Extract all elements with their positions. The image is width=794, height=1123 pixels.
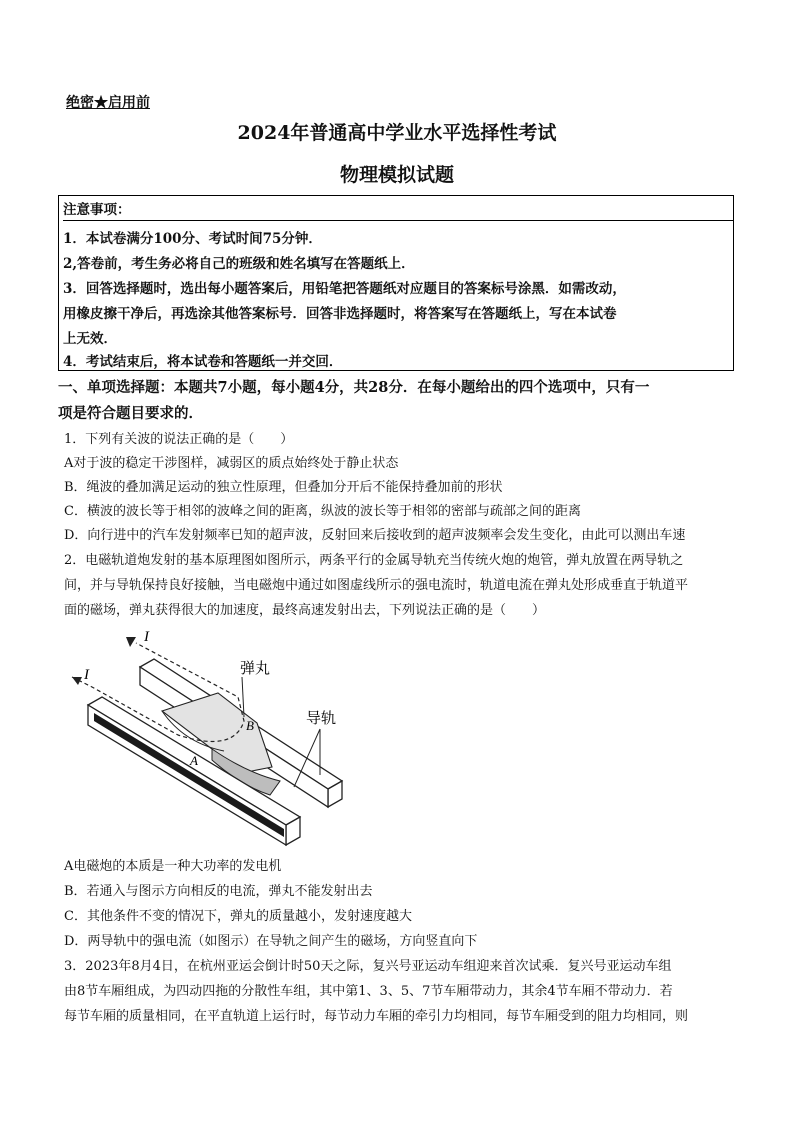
notice-box [58, 195, 734, 371]
notice-line: 用橡皮擦干净后，再选涂其他答案标号．回答非选择题时，将答案写在答题纸上，写在本试卷 [63, 306, 617, 322]
question-2-stem: 2．电磁轨道炮发射的基本原理图如图所示，两条平行的金属导轨充当传统火炮的炮管，弹丸放置在两导轨之 [64, 553, 684, 568]
question-2-option-c: C．其他条件不变的情况下，弹丸的质量越小，发射速度越大 [64, 909, 412, 924]
question-2-option-a: A电磁炮的本质是一种大功率的发电机 [64, 859, 282, 874]
question-2-stem-line: 间，并与导轨保持良好接触，当电磁炮中通过如图虚线所示的强电流时，轨道电流在弹丸处形成垂直于轨道平 [64, 578, 689, 593]
notice-line: 2,答卷前，考生务必将自己的班级和姓名填写在答题纸上． [63, 256, 415, 272]
notice-line: 4．考试结束后，将本试卷和答题纸一并交回． [63, 354, 343, 370]
question-1-option-b: B．绳波的叠加满足运动的独立性原理，但叠加分开后不能保持叠加前的形状 [64, 480, 503, 495]
projectile-label: 弹丸 [240, 659, 271, 677]
question-1-option-c: C．横波的波长等于相邻的波峰之间的距离，纵波的波长等于相邻的密部与疏部之间的距离 [64, 504, 581, 519]
notice-title: 注意事项： [63, 198, 733, 221]
current-label-top: I [144, 629, 149, 645]
notice-line: 3．回答选择题时，选出每小题答案后，用铅笔把答题纸对应题目的答案标号涂黑．如需改动， [63, 281, 626, 297]
question-3-stem-line: 每节车厢的质量相同，在平直轨道上运行时，每节动力车厢的牵引力均相同，每节车厢受到的阻力均相同，则 [64, 1009, 689, 1024]
section-heading-cont: 项是符合题目要求的． [58, 405, 203, 422]
point-b-label: B [246, 718, 254, 733]
exam-title: 2024年普通高中学业水平选择性考试 [237, 122, 557, 144]
rail-label: 导轨 [306, 709, 337, 727]
exam-subtitle: 物理模拟试题 [339, 164, 454, 186]
question-1-option-d: D．向行进中的汽车发射频率已知的超声波，反射回来后接收到的超声波频率会发生变化，由此可以测出车速 [64, 528, 686, 543]
question-1-option-a: A对于波的稳定干涉图样，减弱区的质点始终处于静止状态 [64, 456, 399, 471]
question-3-stem: 3．2023年8月4日，在杭州亚运会倒计时50天之际，复兴号亚运动车组迎来首次试乘．复兴号亚运动车组 [64, 959, 672, 974]
question-2-option-d: D．两导轨中的强电流（如图示）在导轨之间产生的磁场，方向竖直向下 [64, 934, 478, 949]
question-3-stem-line: 由8节车厢组成，为四动四拖的分散性车组，其中第1、3、5、7节车厢带动力，其余4节车厢不带动力．若 [64, 984, 673, 999]
notice-line: 上无效． [63, 331, 117, 347]
question-2-stem-line: 面的磁场，弹丸获得很大的加速度，最终高速发射出去，下列说法正确的是（ ） [64, 603, 546, 618]
section-heading: 一、单项选择题：本题共7小题，每小题4分，共28分．在每小题给出的四个选项中，只有一 [58, 379, 650, 396]
current-label-left: I [84, 667, 89, 683]
notice-line: 1．本试卷满分100分、考试时间75分钟． [63, 231, 322, 247]
question-2-option-b: B．若通入与图示方向相反的电流，弹丸不能发射出去 [64, 884, 373, 899]
question-1-stem: 1．下列有关波的说法正确的是（ ） [64, 432, 294, 447]
confidential-mark: 绝密★启用前 [66, 95, 150, 111]
point-a-label: A [190, 753, 198, 768]
railgun-diagram [62, 625, 362, 855]
